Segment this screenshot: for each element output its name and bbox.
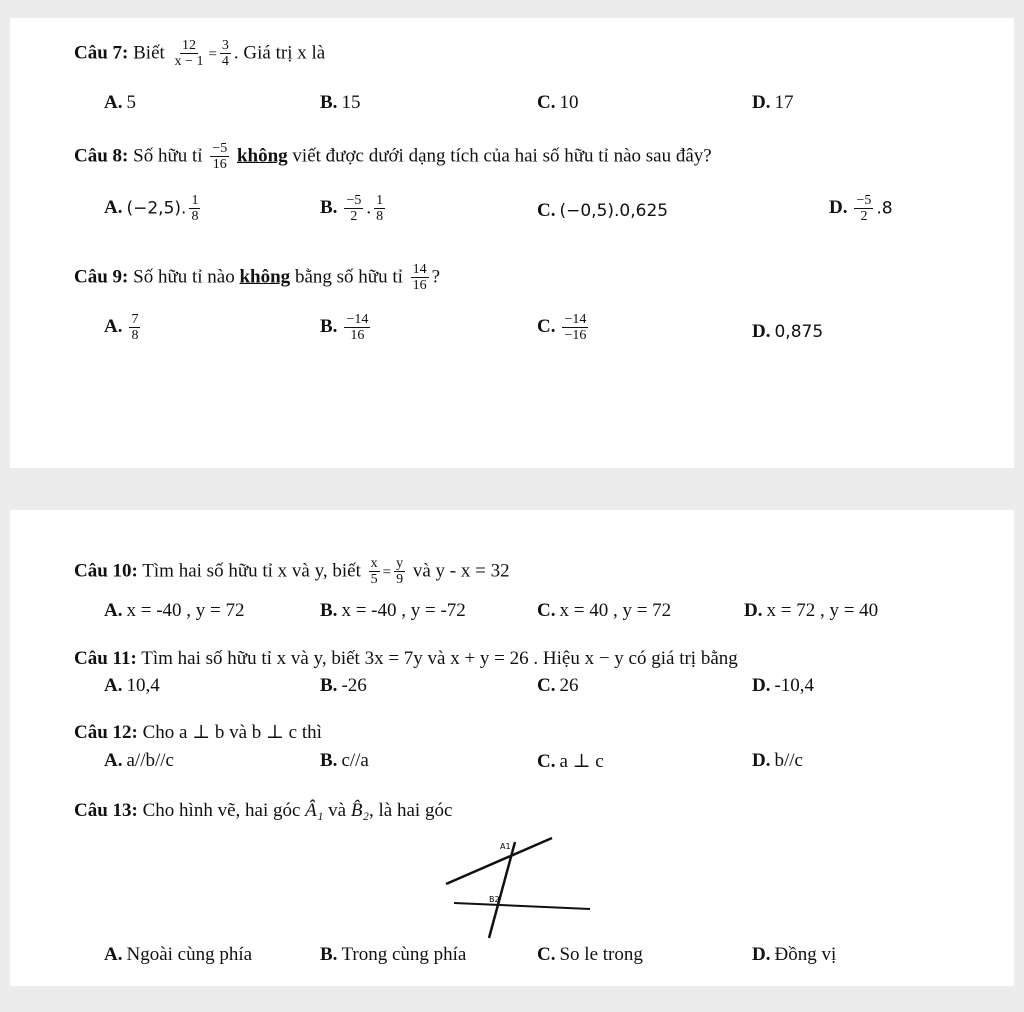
question-13: Câu 13: Cho hình vẽ, hai góc Â₁ và B̂₂, là hai góc — [74, 800, 453, 821]
q11-option-d[interactable]: D. -10,4 — [752, 675, 815, 696]
line-b — [454, 903, 590, 909]
q11-option-c[interactable]: C. 26 — [537, 675, 579, 696]
q10-option-d[interactable]: D. x = 72 , y = 40 — [744, 600, 879, 621]
angle-figure — [440, 830, 600, 942]
q8-option-c[interactable]: C. (−0,5).0,625 — [537, 200, 669, 221]
question-8: Câu 8: Số hữu tỉ $\frac{-5}{16}$ không viết được dưới dạng tích của hai số hữu tỉ nào sau đây? — [74, 141, 712, 173]
q7-option-a[interactable]: A. 5 — [104, 92, 136, 113]
q10-option-c[interactable]: C. x = 40 , y = 72 — [537, 600, 672, 621]
question-9: Câu 9: Số hữu tỉ nào không bằng số hữu tỉ $\frac{14}{16}$ ? — [74, 262, 441, 294]
q13-option-b[interactable]: B. Trong cùng phía — [320, 944, 467, 965]
question-7: Câu 7: Biết $\frac{12}{x - 1}$ = $\frac{3}{4}$ . Giá trị x là — [74, 38, 326, 70]
q7-option-b[interactable]: B. 15 — [320, 92, 361, 113]
label-b2: B2 — [489, 895, 500, 904]
q13-option-c[interactable]: C. So le trong — [537, 944, 643, 965]
q12-option-c[interactable]: C. a ⊥ c — [537, 751, 604, 772]
q8-option-a[interactable]: A. (−2,5). $\frac{1}{8}$ — [104, 193, 199, 225]
q9-option-c[interactable]: C. $\frac{-14}{-16}$ — [537, 312, 587, 344]
transversal-line — [489, 842, 515, 938]
q13-option-d[interactable]: D. Đồng vị — [752, 944, 837, 965]
q7-option-d[interactable]: D. 17 — [752, 92, 794, 113]
line-a — [446, 838, 552, 884]
q7-option-c[interactable]: C. 10 — [537, 92, 579, 113]
q11-option-a[interactable]: A. 10,4 — [104, 675, 160, 696]
q12-option-a[interactable]: A. a//b//c — [104, 750, 174, 771]
q9-option-b[interactable]: B. $\frac{-14}{16}$ — [320, 312, 369, 344]
label-a1: A1 — [500, 842, 511, 851]
q8-option-b[interactable]: B. $\frac{-5}{2}$ . $\frac{1}{8}$ — [320, 193, 384, 225]
question-12: Câu 12: Cho a ⊥ b và b ⊥ c thì — [74, 722, 322, 743]
q11-option-b[interactable]: B. -26 — [320, 675, 367, 696]
worksheet-panel-top — [10, 18, 1014, 468]
q12-option-d[interactable]: D. b//c — [752, 750, 803, 771]
q12-option-b[interactable]: B. c//a — [320, 750, 369, 771]
q8-option-d[interactable]: D. $\frac{-5}{2}$ .8 — [829, 193, 893, 225]
q10-option-b[interactable]: B. x = -40 , y = -72 — [320, 600, 466, 621]
question-10: Câu 10: Tìm hai số hữu tỉ x và y, biết $\frac{x}{5}$ = $\frac{y}{9}$ và y - x = 32 — [74, 556, 510, 588]
q10-option-a[interactable]: A. x = -40 , y = 72 — [104, 600, 245, 621]
q9-option-a[interactable]: A. $\frac{7}{8}$ — [104, 312, 139, 344]
question-11: Câu 11: Tìm hai số hữu tỉ x và y, biết 3x = 7y và x + y = 26 . Hiệu x − y có giá trị bằng — [74, 648, 738, 669]
q13-option-a[interactable]: A. Ngoài cùng phía — [104, 944, 253, 965]
q9-option-d[interactable]: D. 0,875 — [752, 321, 824, 342]
